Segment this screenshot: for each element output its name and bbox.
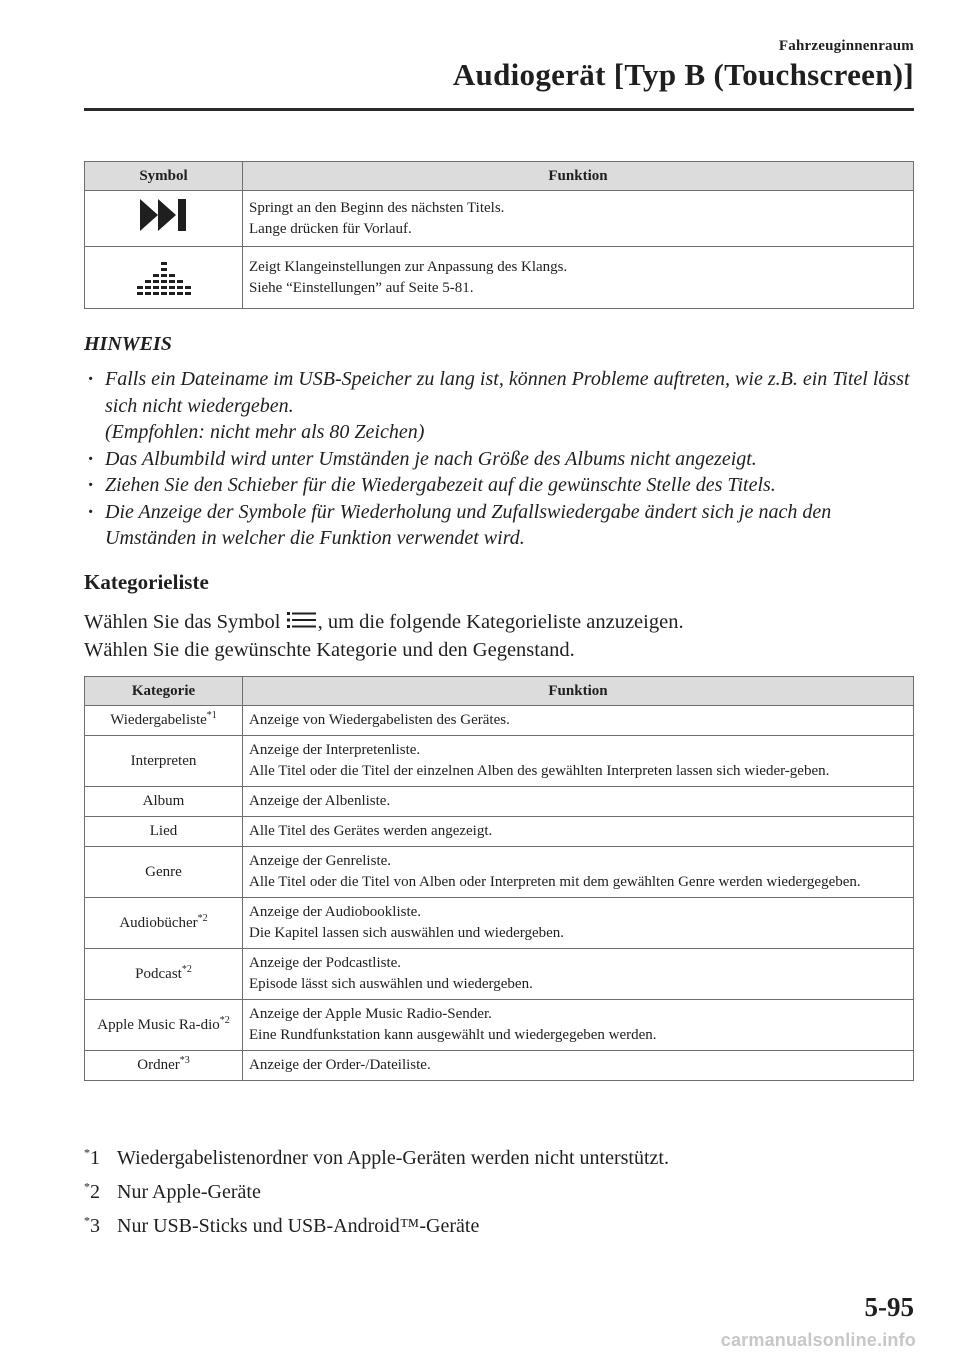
- function-cell: [243, 847, 914, 898]
- category-cell: [85, 706, 243, 736]
- para-text: Wählen Sie die gewünschte Kategorie und den Gegenstand.: [84, 639, 575, 661]
- instruction-paragraph: [84, 608, 914, 664]
- function-cell: [243, 736, 914, 787]
- category-cell: [85, 787, 243, 817]
- equalizer-icon: [136, 249, 192, 299]
- note-list: [84, 366, 914, 552]
- footnote-ref: *2: [197, 912, 208, 924]
- function-line: Alle Titel des Gerätes werden angezeigt.: [249, 823, 493, 839]
- section-title: Fahrzeuginnenraum: [778, 38, 914, 54]
- footnote: [84, 1175, 914, 1209]
- footnote-mark: [84, 1209, 117, 1243]
- page-number: 5-95: [864, 1292, 914, 1322]
- category-table: [84, 676, 914, 1081]
- footnote-star: *: [84, 1213, 90, 1228]
- category-label: Ordner: [137, 1057, 180, 1073]
- footnote-ref: *1: [206, 710, 217, 721]
- table-row: [85, 1051, 914, 1081]
- function-line: Episode lässt sich auswählen und wiedergeben.: [249, 976, 533, 992]
- function-cell: [243, 898, 914, 949]
- function-cell: [243, 706, 914, 736]
- category-label: Lied: [149, 823, 178, 839]
- table-row: [85, 898, 914, 949]
- function-cell: [243, 191, 914, 247]
- footnote: [84, 1209, 914, 1243]
- note-item: [84, 366, 914, 446]
- symbol-table-header: [85, 162, 914, 191]
- table-row: [85, 247, 914, 309]
- footnote-text: Nur USB-Sticks und USB-Android™-Geräte: [117, 1215, 480, 1237]
- footnote-mark: [84, 1141, 117, 1175]
- category-cell: [85, 898, 243, 949]
- col-symbol: Symbol: [85, 162, 243, 191]
- watermark: carmanualsonline.info: [720, 1330, 916, 1350]
- footnote-star: *: [84, 1145, 90, 1160]
- note-text: (Empfohlen: nicht mehr als 80 Zeichen): [105, 421, 425, 443]
- note-title: HINWEIS: [84, 333, 172, 355]
- function-line: Anzeige der Order-/Dateiliste.: [249, 1057, 431, 1073]
- category-cell: [85, 736, 243, 787]
- category-cell: [85, 1051, 243, 1081]
- page-header: [84, 38, 914, 93]
- table-row: [85, 706, 914, 736]
- col-function: Funktion: [243, 162, 914, 191]
- function-line: Eine Rundfunkstation kann ausgewählt und wiedergegeben werden.: [249, 1027, 657, 1043]
- chapter-title: Audiogerät [Typ B (Touchscreen)]: [452, 57, 914, 92]
- symbol-cell: [85, 247, 243, 309]
- function-line: Anzeige der Audiobookliste.: [249, 904, 422, 920]
- section-heading: Kategorieliste: [84, 570, 209, 594]
- category-table-body: [85, 706, 914, 1081]
- function-line: Anzeige der Apple Music Radio-Sender.: [249, 1006, 492, 1022]
- col-category: Kategorie: [85, 677, 243, 706]
- table-row: [85, 736, 914, 787]
- category-label: Wiedergabeliste: [110, 712, 207, 728]
- note-item: · Ziehen Sie den Schieber für die Wiedergabezeit auf die gewünschte Stelle des Titels.: [84, 472, 914, 499]
- footnote: [84, 1141, 914, 1175]
- function-line: Springt an den Beginn des nächsten Titels.: [249, 199, 505, 216]
- category-label: Apple Music Ra-dio: [97, 1016, 220, 1033]
- function-line: Anzeige von Wiedergabelisten des Gerätes.: [249, 712, 510, 728]
- function-line: Die Kapitel lassen sich auswählen und wiedergeben.: [249, 925, 565, 941]
- function-cell: [243, 1000, 914, 1051]
- list-icon: [287, 610, 317, 630]
- function-line: Anzeige der Interpretenliste.: [249, 742, 421, 758]
- table-row: [85, 817, 914, 847]
- function-cell: [243, 247, 914, 309]
- category-cell: [85, 1000, 243, 1051]
- para-text: , um die folgende Kategorieliste anzuzeigen.: [317, 611, 684, 633]
- skip-next-icon: [136, 195, 192, 235]
- table-row: [85, 949, 914, 1000]
- category-cell: [85, 847, 243, 898]
- footnote-number: 3: [90, 1215, 100, 1237]
- note-item: · Die Anzeige der Symbole für Wiederholung und Zufallswiedergabe ändert sich je nach den Umständen in welcher die Funktion verwendet wird.: [84, 499, 914, 552]
- category-label: Podcast: [135, 965, 182, 982]
- function-line: Alle Titel oder die Titel der einzelnen Alben des gewählten Interpreten lassen sich wieder-geben.: [249, 763, 830, 779]
- function-line: Anzeige der Podcastliste.: [249, 955, 402, 971]
- footnotes: [84, 1141, 914, 1243]
- function-line: Anzeige der Albenliste.: [249, 793, 391, 809]
- category-cell: [85, 949, 243, 1000]
- function-cell: [243, 1051, 914, 1081]
- footnote-text: Wiedergabelistenordner von Apple-Geräten werden nicht unterstützt.: [117, 1147, 669, 1169]
- function-line: Lange drücken für Vorlauf.: [249, 220, 412, 237]
- footnote-mark: [84, 1175, 117, 1209]
- note-item: · Das Albumbild wird unter Umständen je nach Größe des Albums nicht angezeigt.: [84, 446, 914, 473]
- table-row: [85, 787, 914, 817]
- category-label: Album: [142, 793, 185, 809]
- symbol-table: [84, 161, 914, 309]
- category-label: Genre: [145, 863, 182, 880]
- function-line: Alle Titel oder die Titel von Alben oder Interpreten mit dem gewählten Genre werden wiedergegeben.: [249, 874, 861, 890]
- category-cell: [85, 817, 243, 847]
- footnote-text: Nur Apple-Geräte: [117, 1181, 261, 1203]
- function-line: Siehe “Einstellungen” auf Seite 5-81.: [249, 279, 474, 296]
- category-label: Interpreten: [130, 752, 197, 769]
- footnote-number: 1: [90, 1147, 100, 1169]
- note-text: Falls ein Dateiname im USB-Speicher zu lang ist, können Probleme auftreten, wie z.B. ein Titel lässt sich nicht wiedergeben.: [105, 368, 910, 417]
- para-text: Wählen Sie das Symbol: [84, 611, 281, 633]
- col-function: Funktion: [243, 677, 914, 706]
- table-row: [85, 1000, 914, 1051]
- function-cell: [243, 817, 914, 847]
- header-rule: [84, 108, 914, 111]
- footnote-ref: *2: [219, 1014, 230, 1026]
- function-cell: [243, 949, 914, 1000]
- footnote-star: *: [84, 1179, 90, 1194]
- table-row: [85, 191, 914, 247]
- symbol-cell: [85, 191, 243, 247]
- category-label: Audiobücher: [119, 914, 198, 931]
- footnote-ref: *3: [179, 1055, 190, 1066]
- function-line: Zeigt Klangeinstellungen zur Anpassung des Klangs.: [249, 258, 568, 275]
- footnote-number: 2: [90, 1181, 100, 1203]
- category-table-header: [85, 677, 914, 706]
- table-row: [85, 847, 914, 898]
- function-line: Anzeige der Genreliste.: [249, 853, 392, 869]
- function-cell: [243, 787, 914, 817]
- footnote-ref: *2: [181, 963, 192, 975]
